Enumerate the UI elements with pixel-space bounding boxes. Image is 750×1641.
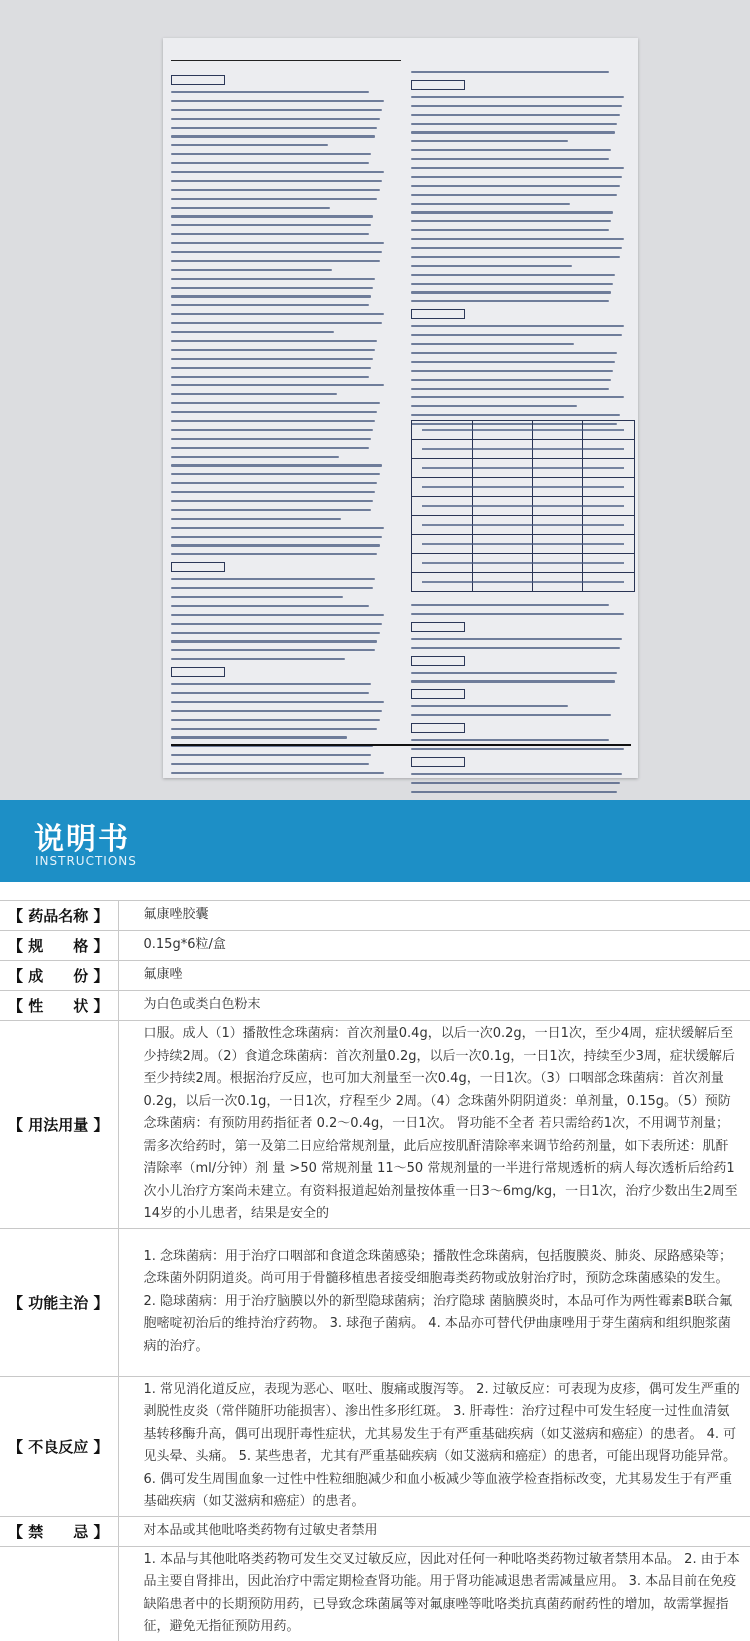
leaflet-text-line [411,149,611,151]
leaflet-section-heading [411,723,465,733]
leaflet-text-line [411,748,624,750]
leaflet-text-line [171,313,384,315]
leaflet-table-row [412,440,634,459]
leaflet-text-line [411,604,609,606]
leaflet-text-line [411,334,622,336]
row-value: 氟康唑胶囊 [118,901,750,931]
leaflet-text-line [171,464,382,466]
leaflet-text-line [411,256,620,258]
leaflet-text-line [411,672,617,674]
leaflet-text-line [171,295,371,297]
leaflet-text-line [411,613,624,615]
leaflet-text-line [411,185,620,187]
leaflet-text-line [411,361,615,363]
leaflet-text-line [171,772,384,774]
leaflet-text-line [171,340,377,342]
leaflet-section-heading [411,80,465,90]
leaflet-text-line [411,739,609,741]
leaflet-text-line [171,180,382,182]
leaflet-text-line [171,728,377,730]
leaflet-text-line [411,343,574,345]
leaflet-text-line [411,105,622,107]
leaflet-section-heading [411,656,465,666]
leaflet-text-line [411,203,570,205]
banner-title: 说明书 [34,814,130,858]
row-properties [0,991,750,1021]
row-value: 氟康唑 [118,961,750,991]
leaflet-text-line [411,265,572,267]
leaflet-table-row [412,497,634,516]
row-label: 【 成 份 】 [0,961,118,991]
leaflet-text-line [171,420,375,422]
row-precautions [0,1546,750,1641]
leaflet-text-line [411,131,615,133]
leaflet-text-line [411,291,611,293]
leaflet-text-line [171,632,380,634]
leaflet-text-line [171,251,382,253]
leaflet-text-line [171,358,373,360]
row-adverse-reactions [0,1376,750,1516]
leaflet-table-row [412,573,634,592]
leaflet-text-line [171,304,369,306]
leaflet-table-row [412,459,634,478]
row-contraindications [0,1516,750,1546]
leaflet-text-line [411,647,620,649]
leaflet-table-row [412,516,634,535]
leaflet-text-line [171,224,371,226]
leaflet-text-line [171,692,369,694]
leaflet-text-line [171,596,343,598]
row-value: 1. 本品与其他吡咯类药物可发生交叉过敏反应，因此对任何一种吡咯类药物过敏者禁用本品。 2. 由于本品主要自肾排出，因此治疗中需定期检查肾功能。用于肾功能减退患者需减量应用。 3. 本品目前在免疫缺陷患者中的长期预防用药，已导致念珠菌属等对氟康唑等吡咯类抗真菌药耐药性的增加，故需掌握指征，避免无指征预防用药。 [118,1546,750,1641]
leaflet-text-line [171,278,375,280]
row-value: 对本品或其他吡咯类药物有过敏史者禁用 [118,1516,750,1546]
leaflet-text-line [411,791,617,793]
leaflet-text-line [411,396,624,398]
leaflet-text-line [171,536,382,538]
leaflet-text-line [411,300,609,302]
leaflet-section-heading [171,562,225,572]
row-specification [0,931,750,961]
leaflet-section-heading [411,689,465,699]
leaflet-text-line [171,260,380,262]
leaflet-text-line [171,754,371,756]
leaflet-section-heading [171,667,225,677]
leaflet-pk-table [411,420,635,592]
leaflet-text-line [171,118,380,120]
row-value: 1. 常见消化道反应，表现为恶心、呕吐、腹痛或腹泻等。 2. 过敏反应：可表现为皮疹，偶可发生严重的剥脱性皮炎（常伴随肝功能损害）、渗出性多形红斑。 3. 肝毒性：治疗过程中可发生轻度一过性血清氨基转移酶升高，偶可出现肝毒性症状，尤其易发生于有严重基础疾病（如艾滋病和癌症）的患者。 4. 可见头晕、头痛。 5. 某些患者，尤其有严重基础疾病（如艾滋病和癌症）的患者，可能出现肾功能异常。 6. 偶可发生周围血象一过性中性粒细胞减少和血小板减少等血液学检查指标改变，尤其易发生于有严重基础疾病（如艾滋病和癌症）的患者。 [118,1376,750,1516]
leaflet-text-line [411,158,609,160]
leaflet-text-line [411,283,613,285]
leaflet-text-line [171,153,371,155]
row-label: 【 功能主治 】 [0,1228,118,1376]
leaflet-text-line [411,167,624,169]
leaflet-text-line [171,623,382,625]
row-label: 【 禁 忌 】 [0,1516,118,1546]
leaflet-text-line [411,405,577,407]
row-dosage [0,1021,750,1229]
leaflet-text-line [171,429,373,431]
leaflet-text-line [171,482,377,484]
leaflet-text-line [171,402,380,404]
row-value: 为白色或类白色粉末 [118,991,750,1021]
leaflet-photo [0,0,750,800]
leaflet-text-line [411,773,622,775]
leaflet-text-line [171,376,369,378]
leaflet-text-line [171,710,382,712]
leaflet-text-line [171,287,373,289]
leaflet-text-line [411,123,617,125]
leaflet-text-line [411,352,617,354]
leaflet-text-line [411,114,620,116]
leaflet-text-line [171,447,369,449]
leaflet-text-line [411,238,624,240]
leaflet-right-bottom [411,604,626,800]
leaflet-left-column [171,71,386,781]
leaflet-text-line [411,782,620,784]
leaflet-text-line [171,587,373,589]
leaflet-text-line [171,171,384,173]
leaflet-text-line [411,414,620,416]
leaflet-text-line [171,162,369,164]
leaflet-text-line [171,215,373,217]
leaflet-text-line [171,509,371,511]
leaflet-text-line [171,91,369,93]
leaflet-text-line [171,473,380,475]
leaflet-text-line [171,331,334,333]
leaflet-text-line [171,614,384,616]
row-drug-name [0,901,750,931]
leaflet-table-row [412,478,634,497]
leaflet-text-line [171,269,332,271]
banner-subtitle: INSTRUCTIONS [35,854,137,868]
leaflet-text-line [171,527,384,529]
row-ingredients [0,961,750,991]
leaflet-text-line [171,393,337,395]
instruction-table [0,900,750,1641]
leaflet-text-line [171,736,347,738]
leaflet-text-line [411,638,622,640]
leaflet-text-line [411,714,611,716]
row-indications [0,1228,750,1376]
leaflet-text-line [411,379,611,381]
leaflet-text-line [411,705,568,707]
leaflet-section-heading [411,309,465,319]
leaflet-text-line [171,500,373,502]
leaflet-text-line [171,100,384,102]
leaflet-text-line [171,605,369,607]
leaflet-text-line [171,349,375,351]
leaflet-text-line [411,71,609,73]
leaflet-text-line [171,719,380,721]
leaflet-text-line [171,640,377,642]
leaflet-text-line [171,207,330,209]
leaflet-text-line [171,578,375,580]
leaflet-right-column [411,71,626,432]
row-value: 0.15g*6粒/盒 [118,931,750,961]
row-label: 【 性 状 】 [0,991,118,1021]
leaflet-text-line [171,322,382,324]
leaflet-text-line [171,491,375,493]
row-value: 1. 念珠菌病：用于治疗口咽部和食道念珠菌感染；播散性念珠菌病，包括腹膜炎、肺炎、尿路感染等；念珠菌外阴阴道炎。尚可用于骨髓移植患者接受细胞毒类药物或放射治疗时，预防念珠菌感染的发生。 2. 隐球菌病：用于治疗脑膜以外的新型隐球菌病；治疗隐球 菌脑膜炎时，本品可作为两性霉素B联合氟胞嘧啶初治后的维持治疗药物。 3. 球孢子菌病。 4. 本品亦可替代伊曲康唑用于芽生菌病和组织胞浆菌病的治疗。 [118,1228,750,1376]
leaflet-table-row [412,535,634,554]
leaflet-table-row [412,554,634,573]
leaflet-text-line [411,388,609,390]
leaflet-section-heading [411,757,465,767]
leaflet-text-line [171,127,377,129]
leaflet-text-line [411,229,609,231]
leaflet-text-line [171,411,377,413]
leaflet-text-line [411,370,613,372]
row-label: 【 不良反应 】 [0,1376,118,1516]
leaflet-text-line [171,658,345,660]
row-label [0,1546,118,1641]
leaflet-text-line [411,140,568,142]
leaflet-text-line [171,242,384,244]
leaflet-text-line [171,649,375,651]
leaflet-text-line [411,220,611,222]
leaflet-section-heading [411,622,465,632]
leaflet-table-row [412,421,634,440]
leaflet-text-line [411,176,622,178]
leaflet-text-line [411,680,615,682]
leaflet-text-line [171,544,380,546]
row-label: 【 药品名称 】 [0,901,118,931]
leaflet-text-line [411,325,624,327]
leaflet-text-line [171,189,380,191]
leaflet-text-line [171,135,375,137]
leaflet-text-line [411,211,613,213]
leaflet-text-line [171,763,369,765]
leaflet-text-line [171,384,384,386]
instructions-banner [0,800,750,882]
leaflet-text-line [411,96,624,98]
row-value: 口服。成人（1）播散性念珠菌病：首次剂量0.4g，以后一次0.2g，一日1次，至少4周，症状缓解后至少持续2周。（2）食道念珠菌病：首次剂量0.2g，以后一次0.1g，一日1次，持续至少3周，症状缓解后至少持续2周。根据治疗反应，也可加大剂量至一次0.4g，一日1次。（3）口咽部念珠菌病：首次剂量0.2g，以后一次0.1g，一日1次，疗程至少 2周。（4）念珠菌外阴阴道炎：单剂量，0.15g。（5）预防念珠菌病：有预防用药指征者 0.2～0.4g，一日1次。 肾功能不全者 若只需给药1次，不用调节剂量；需多次给药时，第一及第二日应给常规剂量，此后应按肌酐清除率来调节给药剂量，如下表所述：肌酐清除率（ml/分钟）剂 量 >50 常规剂量 11～50 常规剂量的一半进行常规透析的病人每次透析后给药1次小儿治疗方案尚未建立。有资料报道起始剂量按体重一日3～6mg/kg，一日1次，治疗少数出生2周至14岁的小儿患者，结果是安全的 [118,1021,750,1229]
leaflet-text-line [171,456,339,458]
leaflet-paper [163,38,638,778]
leaflet-text-line [171,518,341,520]
leaflet-text-line [411,274,615,276]
leaflet-text-line [411,194,617,196]
leaflet-text-line [171,233,369,235]
row-label: 【 用法用量 】 [0,1021,118,1229]
leaflet-text-line [171,198,377,200]
leaflet-section-heading [171,75,225,85]
leaflet-text-line [171,109,382,111]
leaflet-text-line [171,144,328,146]
leaflet-text-line [171,683,371,685]
leaflet-text-line [171,438,371,440]
leaflet-text-line [171,701,384,703]
row-label: 【 规 格 】 [0,931,118,961]
leaflet-text-line [411,247,622,249]
leaflet-text-line [171,367,371,369]
leaflet-text-line [171,553,377,555]
